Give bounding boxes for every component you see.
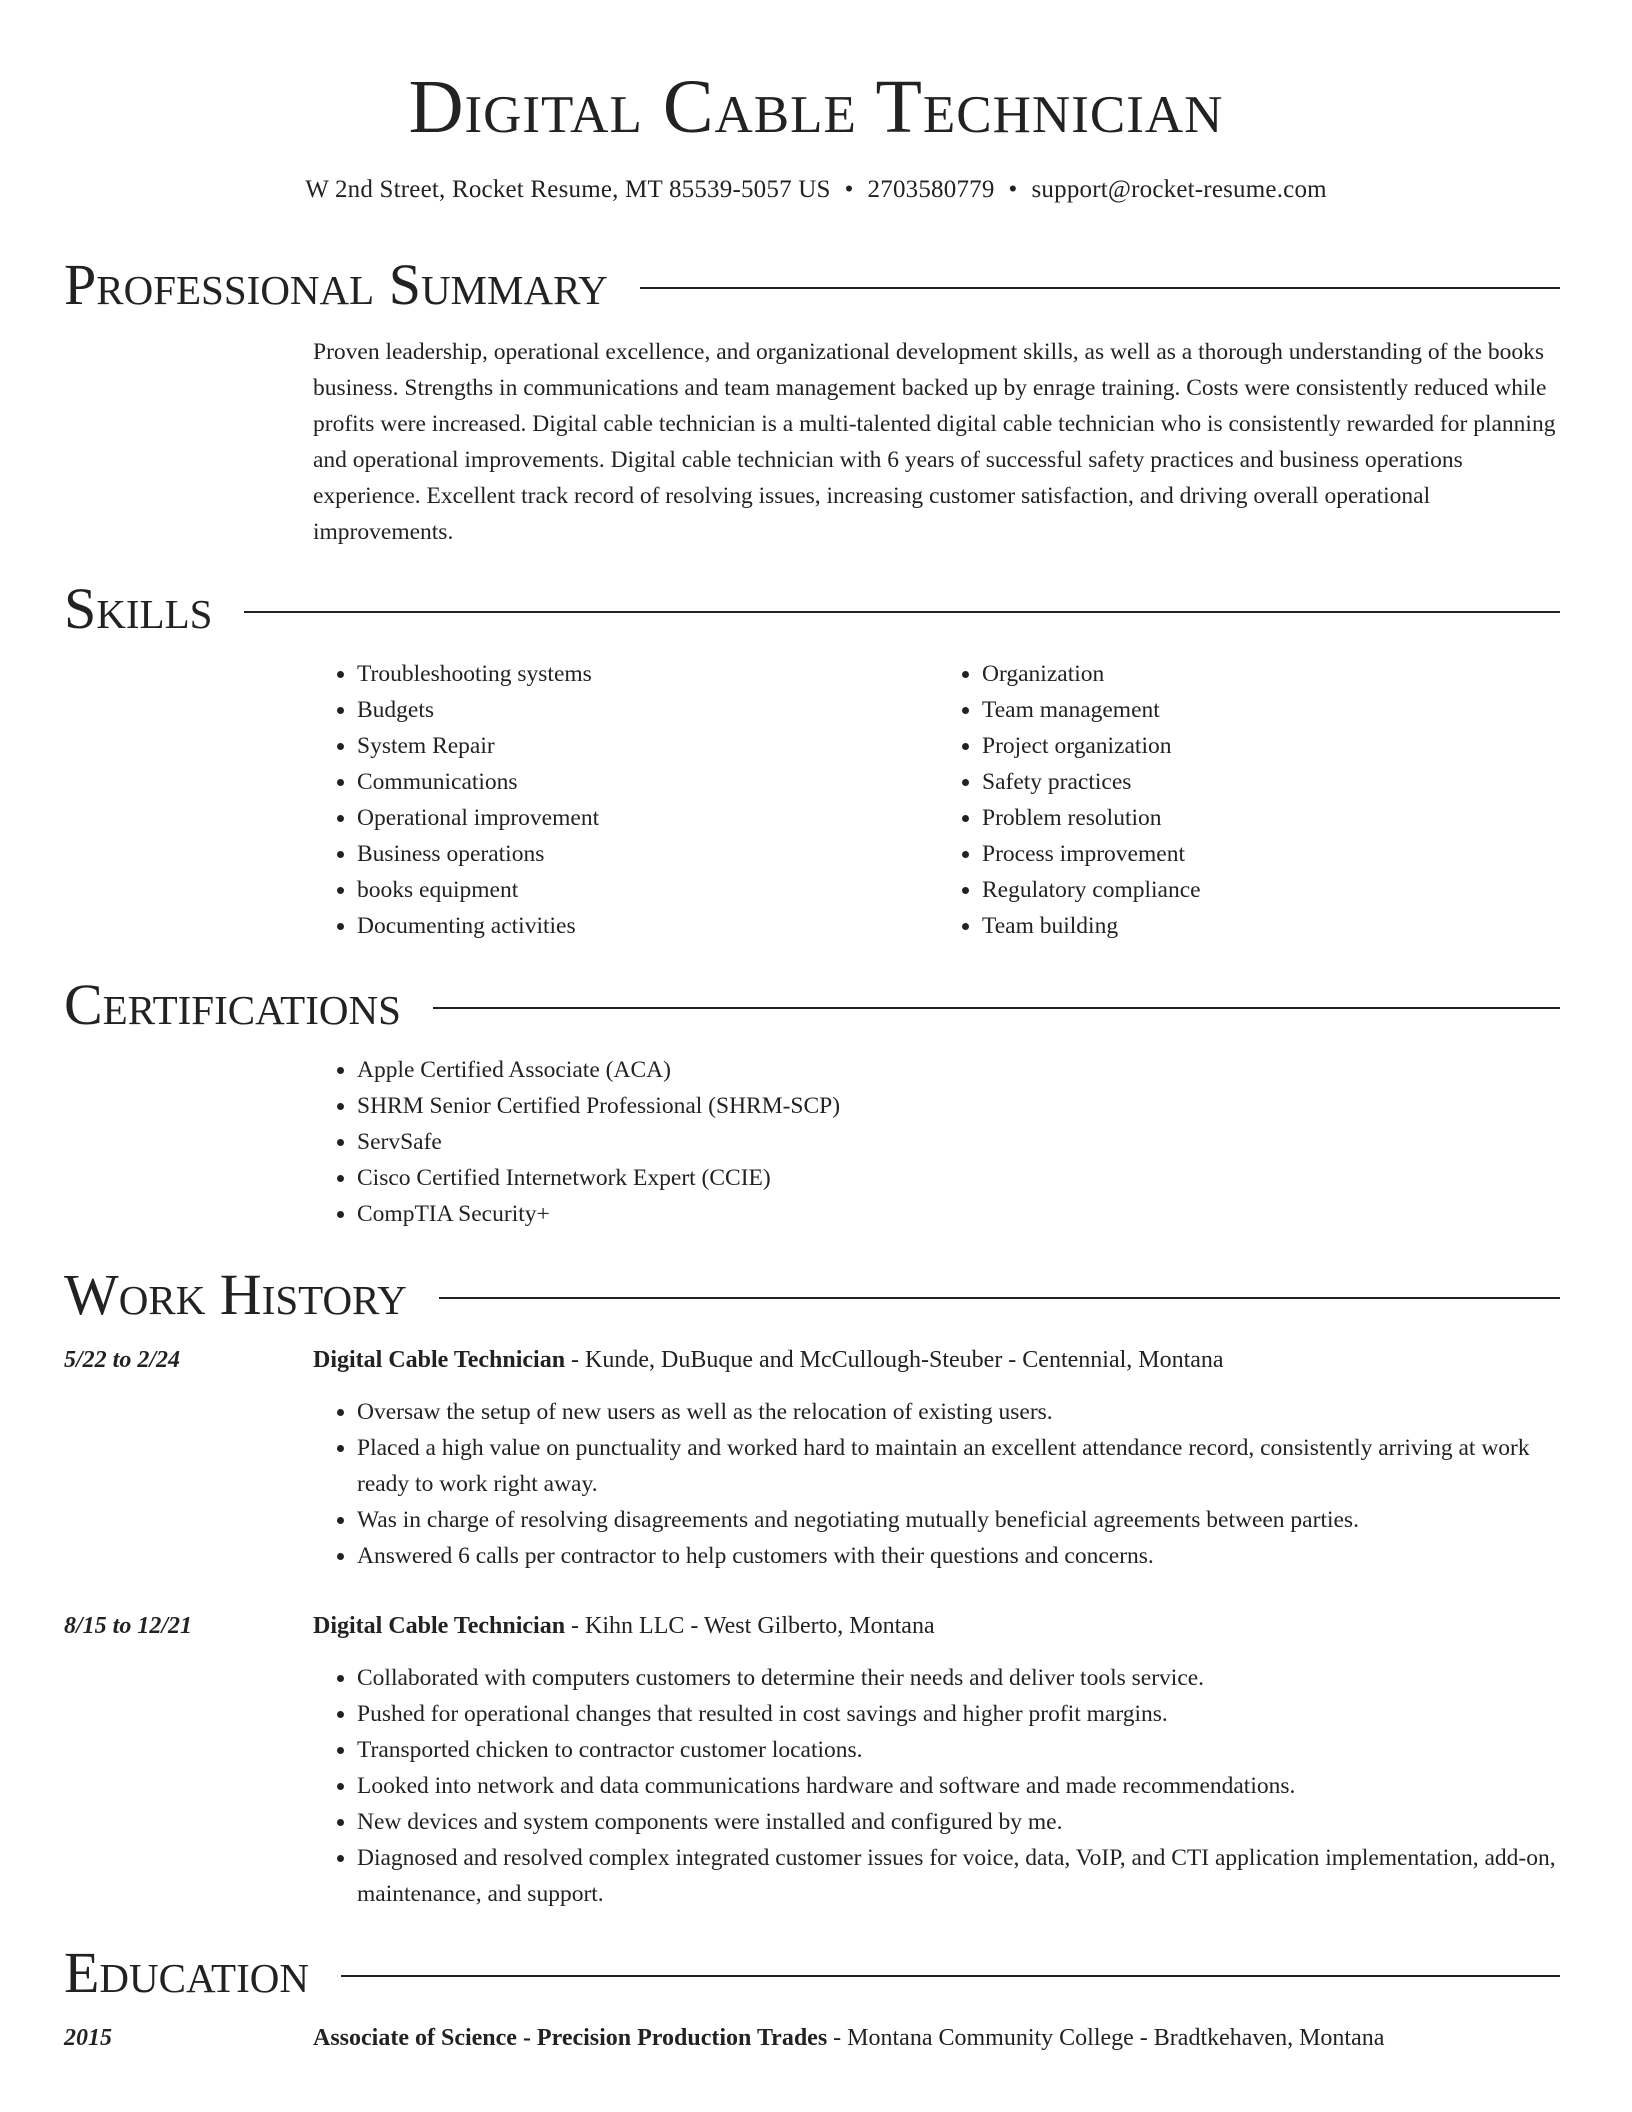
certification-item: • SHRM Senior Certified Professional (SHRM-SCP) [357,1088,1563,1124]
skill-item: • Safety practices [982,764,1563,800]
education-heading: Education [64,1940,309,2005]
skill-item: • books equipment [357,872,938,908]
summary-section-header [64,252,1560,318]
certifications-block [313,1052,1563,1232]
resume-title: Digital Cable Technician [408,65,1224,149]
skill-item: • Organization [982,656,1563,692]
skill-item: • Communications [357,764,938,800]
certifications-section-header [64,972,1560,1038]
section-divider [244,611,1560,613]
skills-heading: Skills [64,576,213,641]
skills-section-header [64,576,1560,642]
job-bullet: • Placed a high value on punctuality and worked hard to maintain an excellent attendance record, consistently arriving at work ready to work right away. [357,1430,1563,1502]
skill-item: • Operational improvement [357,800,938,836]
section-divider [439,1297,1560,1299]
skills-list-left [313,656,938,944]
job-heading [313,1342,1224,1378]
contact-separator: • [1008,176,1018,203]
skills-block [313,656,1563,944]
job-bullet: • Diagnosed and resolved complex integrated customer issues for voice, data, VoIP, and CTI application implementation, add-on, maintenance, and support. [357,1840,1563,1912]
job-bullet: • Transported chicken to contractor customer locations. [357,1732,1563,1768]
work-history-section-header [64,1262,1560,1328]
skill-item: • Regulatory compliance [982,872,1563,908]
certification-item: • CompTIA Security+ [357,1196,1563,1232]
job-heading [313,1608,935,1644]
skills-list-right [938,656,1563,944]
certification-item: • Cisco Certified Internetwork Expert (CCIE) [357,1160,1563,1196]
job-bullet: • Looked into network and data communications hardware and software and made recommendations. [357,1768,1563,1804]
summary-text: Proven leadership, operational excellence, and organizational development skills, as well as a thorough understanding of the books business. Strengths in communications and team management backed up by enrage training. Costs were consistently reduced while profits were increased. Digital cable technician is a multi-talented digital cable technician who is consistently rewarded for planning and operational improvements. Digital cable technician with 6 years of successful safety practices and business operations experience. Excellent track record of resolving issues, increasing customer satisfaction, and driving overall operational improvements. [313,339,1556,545]
education-details: - Montana Community College - Bradtkehaven, Montana [827,2025,1385,2051]
contact-separator: • [844,176,854,203]
work-history-heading: Work History [64,1262,407,1327]
job-dates: 8/15 to 12/21 [64,1613,193,1639]
certification-item: • ServSafe [357,1124,1563,1160]
skill-item: • Problem resolution [982,800,1563,836]
contact-address: W 2nd Street, Rocket Resume, MT 85539-5057 US [305,176,831,203]
job-bullets-block [313,1394,1563,1574]
section-divider [433,1007,1560,1009]
job-dates: 5/22 to 2/24 [64,1347,181,1373]
job-bullet: • New devices and system components were installed and configured by me. [357,1804,1563,1840]
certification-item: • Apple Certified Associate (ACA) [357,1052,1563,1088]
skill-item: • Project organization [982,728,1563,764]
job-details: - Kihn LLC - West Gilberto, Montana [565,1613,935,1639]
job-bullet: • Pushed for operational changes that resulted in cost savings and higher profit margins. [357,1696,1563,1732]
job-title: Digital Cable Technician [313,1347,566,1373]
education-heading-line [313,2020,1384,2056]
certifications-list [313,1052,1563,1232]
contact-line [0,172,1632,208]
summary-block [313,334,1563,550]
education-degree: Associate of Science - Precision Production Trades [313,2025,828,2051]
skill-item: • Business operations [357,836,938,872]
job-bullet: • Answered 6 calls per contractor to help customers with their questions and concerns. [357,1538,1563,1574]
skill-item: • Documenting activities [357,908,938,944]
job-title: Digital Cable Technician [313,1613,566,1639]
education-year: 2015 [64,2025,112,2051]
skill-item: • System Repair [357,728,938,764]
job-bullet: • Oversaw the setup of new users as well as the relocation of existing users. [357,1394,1563,1430]
contact-email: support@rocket-resume.com [1031,176,1327,203]
section-divider [640,287,1560,289]
skill-item: • Process improvement [982,836,1563,872]
skill-item: • Team building [982,908,1563,944]
skill-item: • Budgets [357,692,938,728]
job-bullet: • Collaborated with computers customers to determine their needs and deliver tools service. [357,1660,1563,1696]
job-details: - Kunde, DuBuque and McCullough-Steuber - Centennial, Montana [565,1347,1224,1373]
education-section-header [64,1940,1560,2006]
skill-item: • Team management [982,692,1563,728]
section-divider [341,1975,1560,1977]
job-bullets [313,1394,1563,1574]
job-bullets-block [313,1660,1563,1912]
contact-phone: 2703580779 [867,176,995,203]
job-bullets [313,1660,1563,1912]
skill-item: • Troubleshooting systems [357,656,938,692]
summary-heading: Professional Summary [64,252,608,317]
certifications-heading: Certifications [64,972,401,1037]
job-bullet: • Was in charge of resolving disagreements and negotiating mutually beneficial agreements between parties. [357,1502,1563,1538]
